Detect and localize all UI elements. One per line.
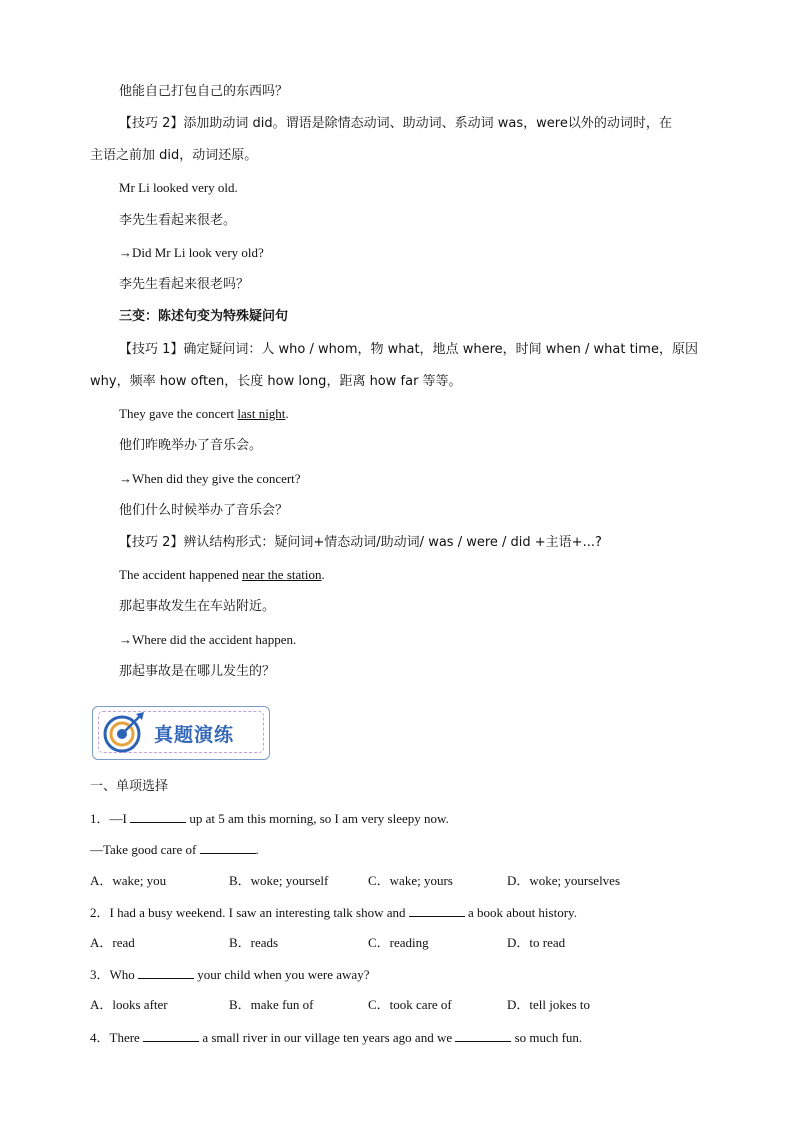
- question-text: —Take good care of: [90, 842, 200, 857]
- question-1: [90, 809, 449, 828]
- answer-blank[interactable]: [200, 840, 256, 854]
- underlined-phrase: last night: [237, 406, 286, 421]
- answer-blank[interactable]: [138, 965, 194, 979]
- question-text: 3．Who: [90, 967, 139, 982]
- option-b[interactable]: B．make fun of: [229, 997, 314, 1012]
- answer-blank[interactable]: [409, 903, 465, 917]
- option-d[interactable]: D．woke; yourselves: [507, 873, 621, 888]
- text-span: .: [285, 406, 289, 421]
- text-line: 他们什么时候举办了音乐会？: [119, 503, 289, 518]
- underlined-phrase: near the station: [242, 567, 322, 582]
- text-line: [119, 566, 325, 584]
- question-2: [90, 903, 577, 922]
- question-text: so much fun.: [511, 1030, 583, 1045]
- question-text: up at 5 am this morning, so I am very sleepy now.: [186, 811, 449, 826]
- section-banner: [92, 706, 270, 760]
- text-line: →Did Mr Li look very old?: [119, 245, 264, 260]
- text-line: why，频率 how often，长度 how long，距离 how far 等等。: [90, 374, 462, 389]
- text-line: →When did they give the concert?: [119, 471, 301, 486]
- question-text: 4．There: [90, 1030, 144, 1045]
- option-a[interactable]: A．looks after: [90, 997, 168, 1012]
- option-d[interactable]: D．tell jokes to: [507, 997, 591, 1012]
- text-span: The accident happened: [119, 567, 243, 582]
- option-c[interactable]: C．reading: [368, 935, 429, 950]
- text-line: 主语之前加 did，动词还原。: [90, 148, 258, 163]
- option-a[interactable]: A．wake; you: [90, 873, 167, 888]
- text-line: 他能自己打包自己的东西吗？: [119, 84, 289, 99]
- text-line: 【技巧 2】辨认结构形式：疑问词+情态动词/助动词/ was / were / did +主语+...?: [119, 535, 602, 550]
- text-line: 那起事故发生在车站附近。: [119, 599, 276, 614]
- question-text: your child when you were away?: [194, 967, 370, 982]
- text-span: They gave the concert: [119, 406, 238, 421]
- subheading: 三变：陈述句变为特殊疑问句: [119, 309, 289, 324]
- question-text: a book about history.: [464, 905, 577, 920]
- text-span: .: [321, 567, 325, 582]
- question-text: 2．I had a busy weekend. I saw an interesting talk show and: [90, 905, 409, 920]
- answer-blank[interactable]: [143, 1028, 199, 1042]
- text-line: 【技巧 2】添加助动词 did。谓语是除情态动词、助动词、系动词 was，were以外的动词时，在: [119, 116, 672, 131]
- question-4: [90, 1028, 582, 1047]
- text-line: →Where did the accident happen.: [119, 632, 297, 647]
- option-a[interactable]: A．read: [90, 935, 135, 950]
- text-line: 李先生看起来很老。: [119, 213, 237, 228]
- question-text: a small river in our village ten years ago and we: [199, 1030, 456, 1045]
- option-c[interactable]: C．took care of: [368, 997, 452, 1012]
- answer-blank[interactable]: [455, 1028, 511, 1042]
- question-3: [90, 965, 369, 984]
- text-line: 他们昨晚举办了音乐会。: [119, 438, 263, 453]
- text-line: [119, 405, 289, 423]
- answer-blank[interactable]: [130, 809, 186, 823]
- banner-title: 真题演练: [154, 724, 235, 746]
- question-1-reply: [90, 840, 259, 859]
- text-line: Mr Li looked very old.: [119, 180, 238, 195]
- question-text: 1．—I: [90, 811, 131, 826]
- target-icon: [102, 710, 146, 754]
- text-line: 李先生看起来很老吗？: [119, 277, 250, 292]
- text-line: 那起事故是在哪儿发生的？: [119, 664, 276, 679]
- section-title: 一、单项选择: [90, 779, 169, 794]
- option-c[interactable]: C．wake; yours: [368, 873, 453, 888]
- question-text: .: [255, 842, 259, 857]
- option-d[interactable]: D．to read: [507, 935, 566, 950]
- option-b[interactable]: B．woke; yourself: [229, 873, 329, 888]
- option-b[interactable]: B．reads: [229, 935, 279, 950]
- text-line: 【技巧 1】确定疑问词：人 who / whom，物 what，地点 where，时间 when / what time，原因: [119, 342, 698, 357]
